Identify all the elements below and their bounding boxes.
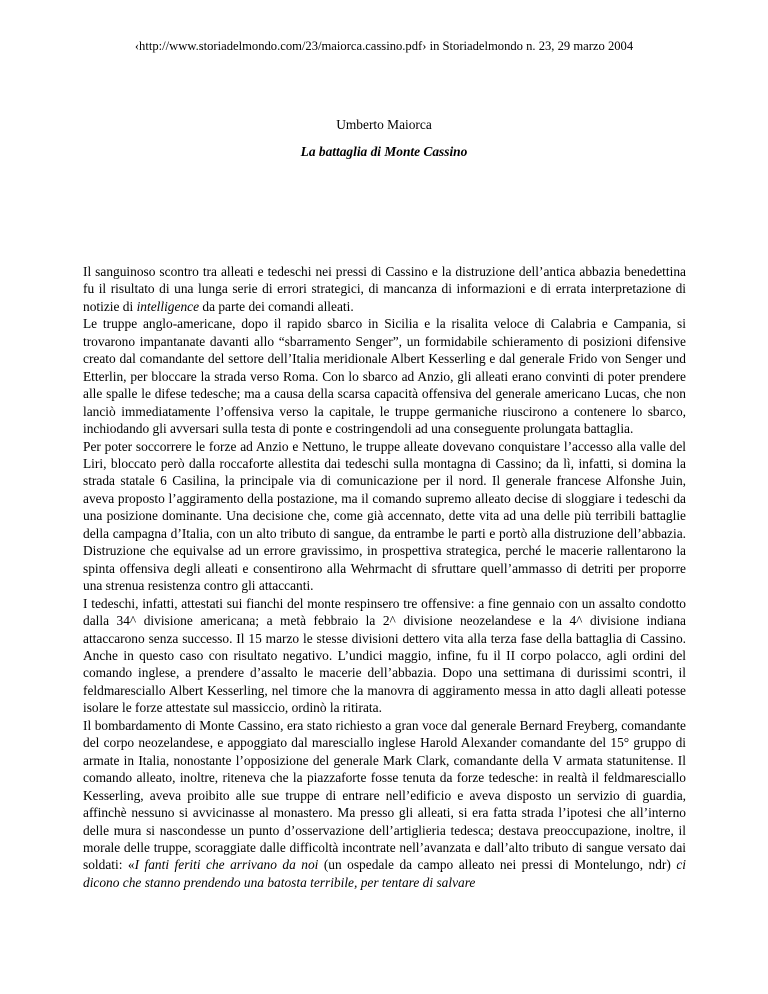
quote-italic: I fanti feriti che arrivano da noi bbox=[134, 857, 319, 873]
paragraph: Le truppe anglo-americane, dopo il rapido sbarco in Sicilia e la risalita veloce di Calabria e Campania, si trovarono impantanate davanti allo “sbarramento Senger”, un formidabile schieramento di posizioni difensive creato dal comandante del settore dell’Italia meridionale Albert Kesserling e dal generale Frido von Senger und Etterlin, per bloccare la strada verso Roma. Con lo sbarco ad Anzio, gli alleati erano convinti di poter prendere alle spalle le difese tedesche; ma a causa della scarsa capacità offensiva del generale americano Lucas, che non lanciò immediatamente l’offensiva verso la capitale, le truppe germaniche riuscirono a contenere lo sbarco, inchiodando gli avversari sulla testa di ponte e costringendoli ad una conseguente prolungata battaglia. bbox=[83, 316, 686, 437]
paragraph: I tedeschi, infatti, attestati sui fianchi del monte respinsero tre offensive: a fine gennaio con un assalto condotto dalla 34^ divisione americana; a metà febbraio la 2^ divisione neozelandese e la 4^ divisione indiana attaccarono senza successo. Il 15 marzo le stesse divisioni dettero vita alla terza fase della battaglia di Cassino. Anche in questo caso con risultato negativo. L’undici maggio, infine, fu il II corpo polacco, agli ordini del comando inglese, a prendere d’assalto le macerie dell’abbazia. Dopo una settimana di durissimi scontri, il feldmaresciallo Albert Kesserling, nel timore che la manovra di aggiramento messa in atto dagli alleati potesse isolare le forze attestate sul massiccio, ordinò la ritirata. bbox=[83, 595, 686, 716]
paragraph: Per poter soccorrere le forze ad Anzio e Nettuno, le truppe alleate dovevano conquistare l’accesso alla valle del Liri, bloccato però dalla roccaforte allestita dai tedeschi sulla montagna di Cassino; da lì, infatti, si domina la strada statale 6 Casilina, la principale via di comunicazione per il nord. Il generale francese Alfonshe Juin, aveva proposto l’aggiramento della postazione, ma il comando supremo alleato decise di sloggiare i tedeschi da una posizione dominante. Una decisione che, come già accennato, dette vita ad una delle più terribili battaglie della campagna d’Italia, con un alto tributo di sangue, da entrambe le parti e portò alla distruzione dell’abbazia. Distruzione che equivalse ad un errore gravissimo, in prospettiva strategica, perché le macerie rallentarono la spinta offensiva degli alleati e consentirono alla Wehrmacht di sfruttare quell’ammasso di detriti per proporre una strenua resistenza contro gli attaccanti. bbox=[83, 438, 686, 594]
paragraph: Il bombardamento di Monte Cassino, era stato richiesto a gran voce dal generale Bernard Freyberg, comandante del corpo neozelandese, e appoggiato dal maresciallo inglese Harold Alexander comandante del 15° gruppo di armate in Italia, nonostante l’opposizione del generale Mark Clark, comandante della V armata statunitense. Il comando alleato, inoltre, riteneva che la piazzaforte fosse tenuta da forze tedesche: in realtà il feldmaresciallo Kesserling, aveva proibito alle sue truppe di entrare nell’edificio e aveva disposto un servizio di guardia, affinchè nessuno si avvicinasse al monastero. Ma presso gli alleati, si era fatta strada l’ipotesi che all’interno delle mura si nascondesse un punto d’osservazione dell’artiglieria tedesca; destava preoccupazione, inoltre, il morale delle truppe, scoraggiate dalle difficoltà incontrate nell’avanzata e dall’alto tributo di sangue versato dai soldati: «I fanti feriti che arrivano da noi (un ospedale da campo alleato nei pressi di Montelungo, ndr) ci dicono che stanno prendendo una batosta terribile, per tentare di salvare bbox=[83, 717, 686, 890]
page-header bbox=[0, 39, 768, 54]
quote-italic: ci dicono che stanno prendendo una batosta terribile, per tentare di salvare bbox=[83, 857, 686, 890]
article-title: La battaglia di Monte Cassino bbox=[300, 144, 468, 159]
italic-term: intelligence bbox=[136, 298, 200, 314]
source-citation: in Storiadelmondo n. 23, 29 marzo 2004 bbox=[429, 39, 634, 53]
source-url: ‹http://www.storiadelmondo.com/23/maiorca.cassino.pdf› bbox=[134, 39, 427, 53]
paragraph: Il sanguinoso scontro tra alleati e tedeschi nei pressi di Cassino e la distruzione dell’antica abbazia benedettina fu il risultato di una lunga serie di errori strategici, di mancanza di informazioni e di errata interpretazione di notizie di intelligence da parte dei comandi alleati. bbox=[83, 264, 686, 314]
author-name: Umberto Maiorca bbox=[336, 117, 432, 132]
article-body bbox=[83, 263, 686, 891]
